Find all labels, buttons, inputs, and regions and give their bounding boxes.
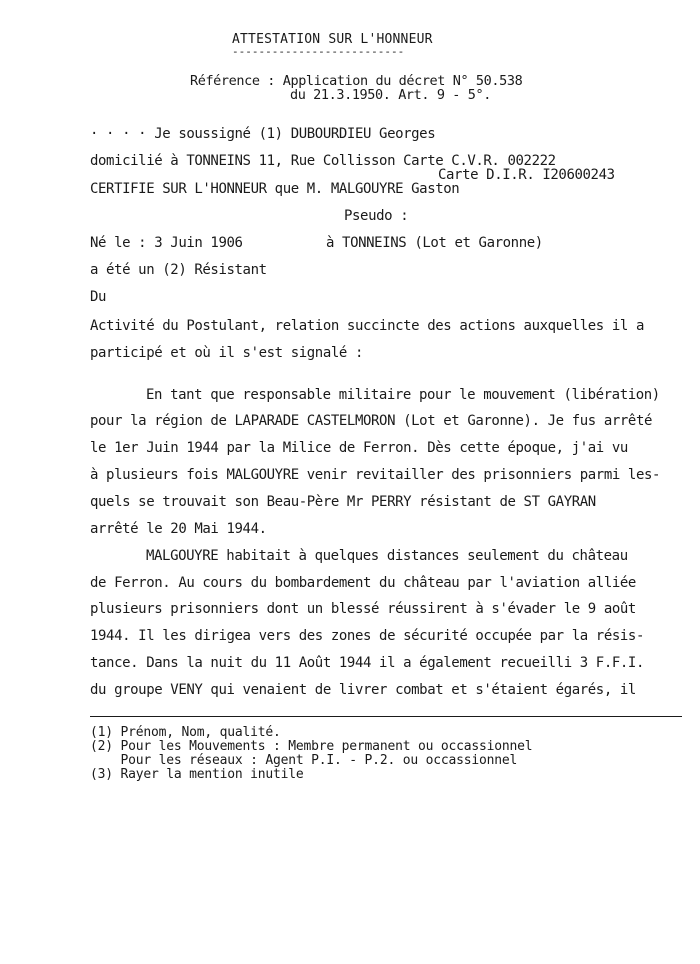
narrative-line: le 1er Juin 1944 par la Milice de Ferron. Dès cette époque, j'ai vu bbox=[90, 440, 628, 456]
title-underline: -------------------------- bbox=[232, 45, 405, 58]
footnote-divider bbox=[90, 716, 682, 717]
reference-line-2: du 21.3.1950. Art. 9 - 5°. bbox=[290, 87, 491, 103]
footnote-2-continued: Pour les réseaux : Agent P.I. - P.2. ou occassionnel bbox=[90, 753, 518, 768]
footnote-2: (2) Pour les Mouvements : Membre permanent ou occassionnel bbox=[90, 739, 533, 754]
du-label: Du bbox=[90, 289, 107, 305]
narrative-line: à plusieurs fois MALGOUYRE venir revitailler des prisonniers parmi les- bbox=[90, 467, 661, 483]
document-title: ATTESTATION SUR L'HONNEUR bbox=[232, 32, 433, 47]
pseudo-label: Pseudo : bbox=[344, 208, 409, 224]
narrative-line: En tant que responsable militaire pour le mouvement (libération) bbox=[146, 387, 660, 403]
certification-line: CERTIFIE SUR L'HONNEUR que M. MALGOUYRE Gaston bbox=[90, 181, 460, 197]
activity-heading-1: Activité du Postulant, relation succincte des actions auxquelles il a bbox=[90, 318, 644, 334]
narrative-line: quels se trouvait son Beau-Père Mr PERRY résistant de ST GAYRAN bbox=[90, 494, 596, 510]
narrative-line: MALGOUYRE habitait à quelques distances seulement du château bbox=[146, 548, 628, 564]
narrative-line: de Ferron. Au cours du bombardement du château par l'aviation alliée bbox=[90, 575, 636, 591]
dir-card-line: Carte D.I.R. I20600243 bbox=[438, 167, 615, 183]
narrative-line: arrêté le 20 Mai 1944. bbox=[90, 521, 267, 537]
activity-heading-2: participé et où il s'est signalé : bbox=[90, 345, 363, 361]
narrative-line: du groupe VENY qui venaient de livrer combat et s'étaient égarés, il bbox=[90, 682, 636, 698]
declarant-line: · · · · Je soussigné (1) DUBOURDIEU Georges bbox=[90, 126, 436, 142]
reference-line-1: Référence : Application du décret N° 50.538 bbox=[190, 73, 523, 89]
footnote-3: (3) Rayer la mention inutile bbox=[90, 767, 304, 782]
narrative-line: pour la région de LAPARADE CASTELMORON (Lot et Garonne). Je fus arrêté bbox=[90, 413, 653, 429]
birth-place: à TONNEINS (Lot et Garonne) bbox=[326, 235, 543, 251]
address-line: domicilié à TONNEINS 11, Rue Collisson Carte C.V.R. 002222 bbox=[90, 153, 556, 169]
narrative-line: 1944. Il les dirigea vers des zones de sécurité occupée par la résis- bbox=[90, 628, 644, 644]
narrative-line: plusieurs prisonniers dont un blessé réussirent à s'évader le 9 août bbox=[90, 601, 636, 617]
birth-date: Né le : 3 Juin 1906 bbox=[90, 235, 243, 251]
narrative-line: tance. Dans la nuit du 11 Août 1944 il a également recueilli 3 F.F.I. bbox=[90, 655, 644, 671]
resistant-status: a été un (2) Résistant bbox=[90, 262, 267, 278]
footnote-1: (1) Prénom, Nom, qualité. bbox=[90, 725, 281, 740]
